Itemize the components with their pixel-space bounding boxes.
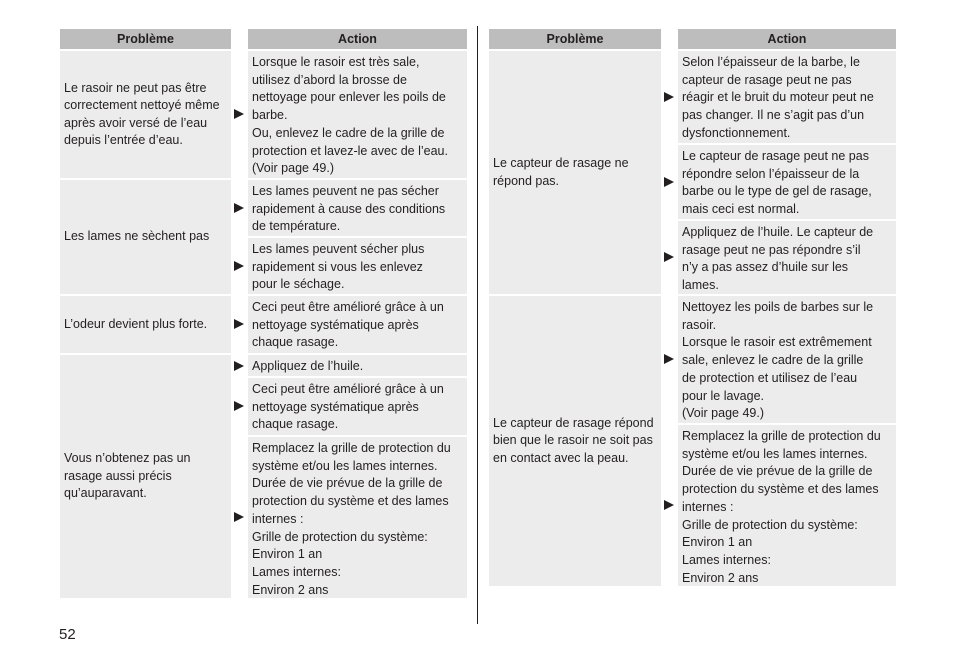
page-number: 52 xyxy=(59,626,76,643)
problem-cell: Le capteur de rasage répond bien que le rasoir ne soit pas en contact avec la peau. xyxy=(489,296,661,586)
problem-cell: Le rasoir ne peut pas être correctement nettoyé même après avoir versé de l’eau depuis l’entrée d’eau. xyxy=(60,51,231,178)
action-cell: Le capteur de rasage peut ne pas répondre selon l’épaisseur de la barbe ou le type de gel de rasage, mais ceci est normal. xyxy=(678,145,896,219)
arrow-icon xyxy=(664,354,674,364)
action-cell: Appliquez de l’huile. xyxy=(248,355,467,376)
column-divider xyxy=(477,26,478,624)
action-cell: Lorsque le rasoir est très sale, utilisez d’abord la brosse de nettoyage pour enlever les poils de barbe. Ou, enlevez le cadre de la grille de protection et lavez-le avec de l’eau. (Voir page 49.) xyxy=(248,51,467,178)
action-cell: Ceci peut être amélioré grâce à un nettoyage systématique après chaque rasage. xyxy=(248,378,467,435)
arrow-icon xyxy=(234,261,244,271)
action-cell: Les lames peuvent sécher plus rapidement si vous les enlevez pour le séchage. xyxy=(248,238,467,294)
action-cell: Les lames peuvent ne pas sécher rapidement à cause des conditions de température. xyxy=(248,180,467,236)
right-header-action: Action xyxy=(678,29,896,49)
left-header-action: Action xyxy=(248,29,467,49)
arrow-icon xyxy=(234,401,244,411)
action-cell: Remplacez la grille de protection du système et/ou les lames internes. Durée de vie prévue de la grille de protection du système et des lames internes : Grille de protection du système: Environ 1 an Lames internes: Environ 2 ans xyxy=(678,425,896,586)
arrow-icon xyxy=(234,319,244,329)
arrow-icon xyxy=(234,361,244,371)
arrow-icon xyxy=(664,177,674,187)
problem-cell: Le capteur de rasage ne répond pas. xyxy=(489,51,661,294)
action-cell: Nettoyez les poils de barbes sur le rasoir. Lorsque le rasoir est extrêmement sale, enlevez le cadre de la grille de protection et utilisez de l’eau pour le lavage. (Voir page 49.) xyxy=(678,296,896,423)
arrow-icon xyxy=(664,252,674,262)
problem-cell: Vous n’obtenez pas un rasage aussi précis qu’auparavant. xyxy=(60,355,231,598)
right-header-problem: Problème xyxy=(489,29,661,49)
arrow-icon xyxy=(664,500,674,510)
action-cell: Remplacez la grille de protection du système et/ou les lames internes. Durée de vie prévue de la grille de protection du système et des lames internes : Grille de protection du système: Environ 1 an Lames internes: Environ 2 ans xyxy=(248,437,467,598)
arrow-icon xyxy=(234,109,244,119)
action-cell: Selon l’épaisseur de la barbe, le capteur de rasage peut ne pas réagir et le bruit du moteur peut ne pas changer. Il ne s’agit pas d’un dysfonctionnement. xyxy=(678,51,896,143)
problem-cell: L’odeur devient plus forte. xyxy=(60,296,231,353)
action-cell: Ceci peut être amélioré grâce à un nettoyage systématique après chaque rasage. xyxy=(248,296,467,353)
arrow-icon xyxy=(234,512,244,522)
problem-cell: Les lames ne sèchent pas xyxy=(60,180,231,294)
action-cell: Appliquez de l’huile. Le capteur de rasage peut ne pas répondre s’il n’y a pas assez d’huile sur les lames. xyxy=(678,221,896,294)
arrow-icon xyxy=(234,203,244,213)
left-header-problem: Problème xyxy=(60,29,231,49)
arrow-icon xyxy=(664,92,674,102)
